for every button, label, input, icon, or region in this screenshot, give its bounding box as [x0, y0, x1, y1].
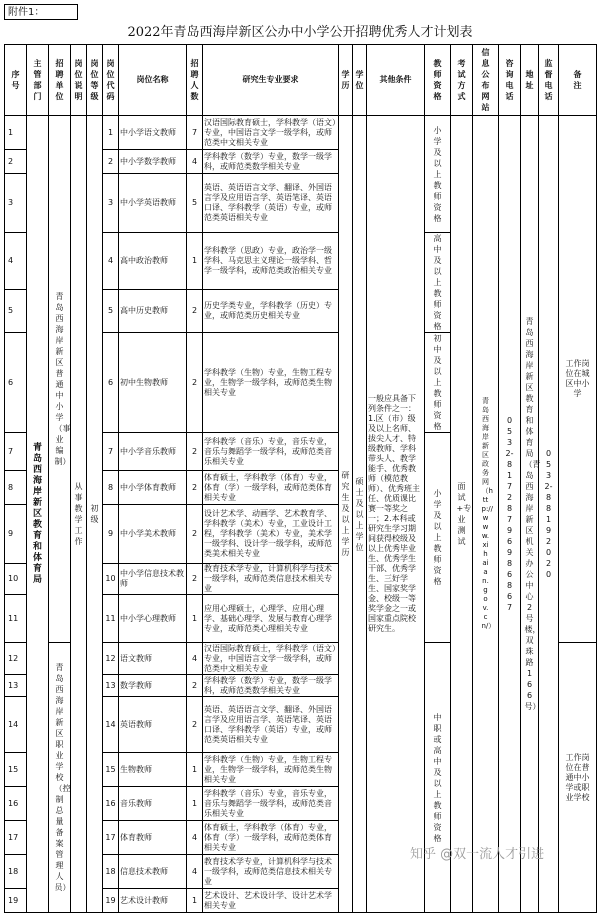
major-requirement: 体育硕士，学科教学（体育）专业，体育（学）一级学科，或师范类体育相关专业 — [203, 821, 339, 855]
major-requirement: 汉语国际教育硕士，学科教学（语文）专业，中国语言文学一级学科，或师范类中文相关专业 — [203, 643, 339, 675]
header-cert: 教师资格 — [425, 45, 451, 116]
row-index: 9 — [5, 505, 27, 564]
header-count: 招聘人数 — [187, 45, 203, 116]
remark-cell-a: 工作岗位在城区中小学 — [559, 116, 597, 643]
degree-cell: 硕士及以上学位 — [353, 116, 367, 913]
cert-cell-b: 高中及以上教师资格 — [425, 233, 451, 333]
major-requirement: 应用心理硕士，心理学、应用心理学、基础心理学、发展与教育心理学专业，或师范类心理相关专业 — [203, 595, 339, 643]
major-requirement: 学科教学（思政）专业，政治学一级学科、马克思主义理论一级学科、哲学一级学科，或师范类政治相关专业 — [203, 233, 339, 290]
post-name: 艺术设计教师 — [119, 889, 187, 913]
other-conditions: 一般应具备下列条件之一：1.区（市）级及以上名师、拔尖人才、特级教师、学科带头人、教学能手、优秀教师（模范教师）、优秀班主任、优质课比赛一等奖之一；2.本科或研究生学习期间获得校级及以上优秀毕业生、优秀学生干部、优秀学生、三好学生、国家奖学金、校级一等奖学金之一或国家重点院校研究生。 — [367, 116, 425, 913]
recruit-count: 2 — [187, 697, 203, 753]
header-unit: 招聘单位 — [49, 45, 71, 116]
post-code: 7 — [103, 433, 119, 471]
cert-cell-d: 小学及以上教师资格 — [425, 433, 451, 643]
cert-cell-e: 中职或高中及以上教师资格 — [425, 643, 451, 913]
post-code: 17 — [103, 821, 119, 855]
recruit-count: 2 — [187, 675, 203, 697]
post-code: 16 — [103, 787, 119, 821]
recruit-count: 1 — [187, 787, 203, 821]
row-index: 8 — [5, 471, 27, 505]
remark-cell-b: 工作岗位在普通中小学或职业学校 — [559, 643, 597, 913]
row-index: 11 — [5, 595, 27, 643]
post-code: 2 — [103, 150, 119, 174]
post-code: 6 — [103, 333, 119, 433]
supervise-cell: 0532-88192020 — [539, 116, 559, 913]
post-code: 8 — [103, 471, 119, 505]
post-name: 中小学音乐教师 — [119, 433, 187, 471]
post-code: 9 — [103, 505, 119, 564]
major-requirement: 学科教学（音乐）专业，音乐专业，音乐与舞蹈学一级学科，或师范类音乐相关专业 — [203, 433, 339, 471]
post-name: 生物教师 — [119, 753, 187, 787]
post-code: 4 — [103, 233, 119, 290]
post-code: 13 — [103, 675, 119, 697]
post-code: 3 — [103, 174, 119, 233]
major-requirement: 汉语国际教育硕士，学科教学（语文）专业，中国语言文学一级学科，或师范类中文相关专业 — [203, 116, 339, 150]
row-index: 19 — [5, 889, 27, 913]
post-name: 中小学英语教师 — [119, 174, 187, 233]
recruit-count: 4 — [187, 643, 203, 675]
major-requirement: 学科教学（生物）专业，生物工程专业，生物学一级学科，或师范类生物相关专业 — [203, 333, 339, 433]
major-requirement: 教育技术学专业，计算机科学与技术一级学科，或师范类信息技术相关专业 — [203, 855, 339, 889]
cert-cell-c: 初中及以上教师资格 — [425, 333, 451, 433]
row-index: 13 — [5, 675, 27, 697]
row-index: 1 — [5, 116, 27, 150]
post-name: 高中政治教师 — [119, 233, 187, 290]
row-index: 2 — [5, 150, 27, 174]
post-name: 中小学语文教师 — [119, 116, 187, 150]
major-requirement: 体育硕士，学科教学（体育）专业，体育（学）一级学科，或师范类体育相关专业 — [203, 471, 339, 505]
row-index: 4 — [5, 233, 27, 290]
row-index: 14 — [5, 697, 27, 753]
table-row — [5, 116, 597, 150]
row-index: 15 — [5, 753, 27, 787]
header-phone: 咨询电话 — [499, 45, 521, 116]
post-code: 11 — [103, 595, 119, 643]
major-requirement: 英语、英语语言文学、翻译、外国语言学及应用语言学、英语笔译、英语口译、学科教学（英语）专业，或师范类英语相关专业 — [203, 697, 339, 753]
post-code: 5 — [103, 290, 119, 333]
header-major: 研究生专业要求 — [203, 45, 339, 116]
header-supervise: 监督电话 — [539, 45, 559, 116]
recruit-count: 2 — [187, 564, 203, 595]
header-index: 序号 — [5, 45, 27, 116]
post-name: 信息技术教师 — [119, 855, 187, 889]
unit-cell-b: 青岛西海岸新区职业学校（控制总量备案管理人员） — [49, 643, 71, 913]
address-cell: 青岛西海岸新区教育和体育局（青岛西海岸新区机关办公中心2号楼，双珠路166号） — [521, 116, 539, 913]
header-post-level: 岗位等级 — [87, 45, 103, 116]
post-name: 中小学心理教师 — [119, 595, 187, 643]
row-index: 18 — [5, 855, 27, 889]
row-index: 5 — [5, 290, 27, 333]
recruit-count: 2 — [187, 333, 203, 433]
unit-cell-a: 青岛西海岸新区普通中小学（事业编制） — [49, 116, 71, 643]
major-requirement: 设计艺术学、动画学、艺术教育学、学科教学（美术）专业，工业设计工程，学科教学（美术）专业，美术学一级学科、设计学一级学科，或师范类美术相关专业 — [203, 505, 339, 564]
recruit-count: 5 — [187, 174, 203, 233]
post-level-cell: 初级 — [87, 116, 103, 913]
row-index: 10 — [5, 564, 27, 595]
post-name: 中小学体育教师 — [119, 471, 187, 505]
post-code: 1 — [103, 116, 119, 150]
recruit-count: 1 — [187, 889, 203, 913]
post-name: 音乐教师 — [119, 787, 187, 821]
exam-cell: 面试+专业测试 — [451, 116, 473, 913]
post-code: 15 — [103, 753, 119, 787]
row-index: 17 — [5, 821, 27, 855]
post-name: 中小学美术教师 — [119, 505, 187, 564]
header-exam: 考试方式 — [451, 45, 473, 116]
recruit-count: 2 — [187, 433, 203, 471]
post-name: 数学教师 — [119, 675, 187, 697]
post-name: 高中历史教师 — [119, 290, 187, 333]
post-name: 英语教师 — [119, 697, 187, 753]
post-name: 语文教师 — [119, 643, 187, 675]
phone-cell: 0532-81728796986867 — [499, 116, 521, 913]
recruit-count: 1 — [187, 753, 203, 787]
header-remark: 备注 — [559, 45, 597, 116]
recruit-count: 4 — [187, 150, 203, 174]
post-name: 体育教师 — [119, 821, 187, 855]
recruitment-table — [4, 44, 597, 913]
recruit-count: 7 — [187, 116, 203, 150]
row-index: 3 — [5, 174, 27, 233]
post-name: 中小学数学教师 — [119, 150, 187, 174]
row-index: 6 — [5, 333, 27, 433]
page-title: 2022年青岛西海岸新区公办中小学公开招聘优秀人才计划表 — [127, 25, 473, 40]
header-degree: 学位 — [353, 45, 367, 116]
major-requirement: 学科教学（数学）专业，数学一级学科，或师范类数学相关专业 — [203, 675, 339, 697]
header-dept: 主管部门 — [27, 45, 49, 116]
major-requirement: 艺术设计、艺术设计学、设计艺术学相关专业 — [203, 889, 339, 913]
header-post-code: 岗位代码 — [103, 45, 119, 116]
header-site: 信息公布网站 — [473, 45, 499, 116]
post-code: 19 — [103, 889, 119, 913]
recruit-count: 2 — [187, 505, 203, 564]
recruit-count: 1 — [187, 233, 203, 290]
row-index: 16 — [5, 787, 27, 821]
attachment-label: 附件1： — [4, 4, 78, 20]
post-code: 14 — [103, 697, 119, 753]
post-name: 初中生物教师 — [119, 333, 187, 433]
post-code: 18 — [103, 855, 119, 889]
dept-cell: 青岛西海岸新区教育和体育局 — [27, 116, 49, 913]
major-requirement: 学科教学（数学）专业，数学一级学科，或师范类数学相关专业 — [203, 150, 339, 174]
row-index: 7 — [5, 433, 27, 471]
header-post-name: 岗位名称 — [119, 45, 187, 116]
cert-cell-a: 小学及以上教师资格 — [425, 116, 451, 233]
header-row — [5, 45, 597, 116]
major-requirement: 学科教学（生物）专业，生物工程专业，生物学一级学科，或师范类生物相关专业 — [203, 753, 339, 787]
recruit-count: 2 — [187, 471, 203, 505]
header-post-desc: 岗位说明 — [71, 45, 87, 116]
site-cell: 青岛西海岸新区政务网（http://www.xihaian.gov.cn/） — [473, 116, 499, 913]
header-other: 其他条件 — [367, 45, 425, 116]
major-requirement: 历史学类专业，学科教学（历史）专业，或师范类历史相关专业 — [203, 290, 339, 333]
edu-cell: 研究生及以上学历 — [339, 116, 353, 913]
post-code: 10 — [103, 564, 119, 595]
major-requirement: 教育技术学专业，计算机科学与技术一级学科，或师范类信息技术相关专业 — [203, 564, 339, 595]
recruit-count: 4 — [187, 855, 203, 889]
header-edu: 学历 — [339, 45, 353, 116]
watermark: 知乎 @双一流人才引进 — [410, 847, 545, 862]
major-requirement: 学科教学（音乐）专业，音乐专业，音乐与舞蹈学一级学科，或师范类音乐相关专业 — [203, 787, 339, 821]
post-code: 12 — [103, 643, 119, 675]
major-requirement: 英语、英语语言文学、翻译、外国语言学及应用语言学、英语笔译、英语口译、学科教学（英语）专业，或师范类英语相关专业 — [203, 174, 339, 233]
recruit-count: 2 — [187, 290, 203, 333]
row-index: 12 — [5, 643, 27, 675]
recruit-count: 4 — [187, 821, 203, 855]
post-desc-cell: 从事教学工作 — [71, 116, 87, 913]
recruit-count: 1 — [187, 595, 203, 643]
post-name: 中小学信息技术教师 — [119, 564, 187, 595]
header-address: 地址 — [521, 45, 539, 116]
